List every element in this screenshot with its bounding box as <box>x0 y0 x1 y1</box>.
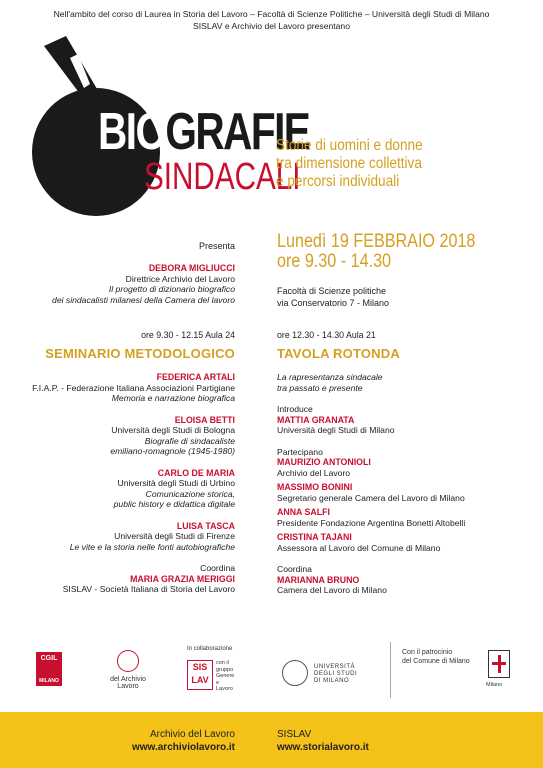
speaker-name: FEDERICA ARTALI <box>156 372 235 382</box>
coordinator-org: Camera del Lavoro di Milano <box>277 585 387 595</box>
speaker-entry <box>5 415 235 457</box>
talk-title: Il progetto di dizionario biografico <box>108 284 235 294</box>
section-title: TAVOLA ROTONDA <box>277 346 400 361</box>
archivio-text: del Archivio Lavoro <box>110 676 146 690</box>
header-line2: SISLAV e Archivio del Lavoro presentano <box>192 21 350 31</box>
sislav-logo: SIS LAV <box>187 660 213 690</box>
footer-sislav <box>277 728 369 754</box>
introducer-label: Introduce <box>277 404 313 414</box>
tagline <box>276 137 489 191</box>
cgil-logo <box>36 652 62 686</box>
coordinator-label: Coordina <box>200 563 235 573</box>
participant-entry <box>277 457 527 478</box>
collaboration-group: con il gruppo Genere e Lavoro <box>216 660 235 692</box>
subtitle-line: tra passato e presente <box>277 382 363 393</box>
introducer-org: Università degli Studi di Milano <box>277 425 395 435</box>
section-title: SEMINARIO METODOLOGICO <box>45 346 235 361</box>
event-date: Lunedì 19 FEBBRAIO 2018 <box>277 231 476 252</box>
event-date-time <box>277 232 475 272</box>
speaker-affiliation: Università degli Studi di Firenze <box>114 531 235 541</box>
unimi-text: UNIVERSITÀ DEGLI STUDI DI MILANO <box>314 664 358 684</box>
speaker-name: DEBORA MIGLIUCCI <box>148 263 235 273</box>
coordinator-entry <box>277 564 527 596</box>
introducer-name: MATTIA GRANATA <box>277 414 355 425</box>
speaker-affiliation: F.I.A.P. - Federazione Italiana Associazioni Partigiane <box>32 382 235 393</box>
sislav-link[interactable]: www.storialavoro.it <box>277 742 369 753</box>
participant-org: Segretario generale Camera del Lavoro di Milano <box>277 492 465 503</box>
session-time: ore 9.30 - 12.15 Aula 24 <box>141 330 235 340</box>
patronage-text: Con il patrocinio del Comune di Milano <box>402 649 470 665</box>
participant-name: MAURIZIO ANTONIOLI <box>277 457 371 467</box>
talk-title: Memoria e narrazione biografica <box>111 393 235 403</box>
participant-name: MASSIMO BONINI <box>277 482 353 492</box>
event-time: ore 9.30 - 14.30 <box>277 251 392 272</box>
speaker-role: Direttrice Archivio del Lavoro <box>125 273 235 284</box>
speaker-name: ELOISA BETTI <box>174 414 235 425</box>
biografie-sindacali-logo <box>24 36 310 216</box>
sponsor-logos <box>0 632 543 702</box>
event-venue <box>277 285 389 309</box>
coordinator-label: Coordina <box>277 564 312 574</box>
cgil-text: CGIL <box>40 655 58 662</box>
venue-line: via Conservatorio 7 - Milano <box>277 298 390 308</box>
speaker-affiliation: Università degli Studi di Bologna <box>111 425 235 435</box>
presenta-label: Presenta <box>198 241 235 251</box>
session-time: ore 12.30 - 14.30 Aula 21 <box>277 330 376 340</box>
roundtable-column <box>277 330 527 596</box>
footer <box>0 712 543 768</box>
tagline-line: Storie di uomini e donne <box>276 137 423 154</box>
coordinator-entry <box>5 563 235 595</box>
archivio-ring-icon <box>117 650 139 672</box>
talk-title: Le vite e la storia nelle fonti autobiografiche <box>69 541 235 552</box>
participant-org: Assessora al Lavoro del Comune di Milano <box>277 542 441 553</box>
unimi-seal-icon <box>282 660 308 686</box>
speaker-entry <box>5 372 235 404</box>
participant-org: Archivio del Lavoro <box>277 467 351 478</box>
speaker-entry <box>5 468 235 510</box>
speaker-name: CARLO DE MARIA <box>157 467 235 478</box>
participant-org: Presidente Fondazione Argentina Bonetti Altobelli <box>277 517 466 528</box>
coordinator-name: MARIA GRAZIA MERIGGI <box>130 573 235 584</box>
header-line1: Nell'ambito del corso di Laurea in Storia del Lavoro – Facoltà di Scienze Politiche – Università degli Studi di Milano <box>53 9 490 19</box>
seminar-column <box>5 330 235 595</box>
intro-speaker <box>52 263 235 305</box>
coordinator-name: MARIANNA BRUNO <box>277 574 360 585</box>
participant-entry <box>277 507 527 528</box>
subtitle-line: La rapresentanza sindacale <box>277 372 383 382</box>
speaker-affiliation: Università degli Studi di Urbino <box>117 478 235 488</box>
header-text <box>0 8 543 32</box>
milano-coat-of-arms-icon <box>488 650 510 678</box>
footer-org-name: SISLAV <box>277 729 312 740</box>
participants-label: Partecipano <box>277 446 323 457</box>
archivio-link[interactable]: www.archiviolavoro.it <box>132 742 235 753</box>
cgil-subtext: MILANO <box>39 678 59 684</box>
footer-archivio <box>132 728 235 754</box>
footer-org-name: Archivio del Lavoro <box>149 729 235 740</box>
participant-entry <box>277 532 527 553</box>
talk-title: emiliano-romagnole (1945-1980) <box>110 446 235 456</box>
milano-label: Milano <box>486 682 503 688</box>
introducer-entry <box>277 404 527 436</box>
coordinator-org: SISLAV - Società Italiana di Storia del Lavoro <box>62 584 235 594</box>
roundtable-subtitle <box>277 372 527 393</box>
venue-line: Facoltà di Scienze politiche <box>277 286 387 296</box>
talk-title: dei sindacalisti milanesi della Camera del lavoro <box>52 294 235 305</box>
logo-title: BIOGRAFIE <box>98 103 310 161</box>
collaboration-label: In collaborazione <box>187 646 233 652</box>
participant-name: ANNA SALFI <box>277 507 330 517</box>
logo-divider <box>390 642 391 698</box>
tagline-line: tra dimensione collettiva <box>276 155 422 172</box>
tagline-line: e percorsi individuali <box>276 173 400 190</box>
talk-title: public history e didattica digitale <box>113 499 235 509</box>
talk-title: Biografie di sindacaliste <box>144 435 235 446</box>
logo-subtitle: SINDACALI <box>144 156 301 198</box>
talk-title: Comunicazione storica, <box>145 488 235 499</box>
participant-name: CRISTINA TAJANI <box>277 532 352 542</box>
archivio-lavoro-logo <box>105 650 151 692</box>
speaker-name: LUISA TASCA <box>176 520 235 531</box>
speaker-entry <box>5 521 235 553</box>
participant-entry <box>277 482 527 503</box>
